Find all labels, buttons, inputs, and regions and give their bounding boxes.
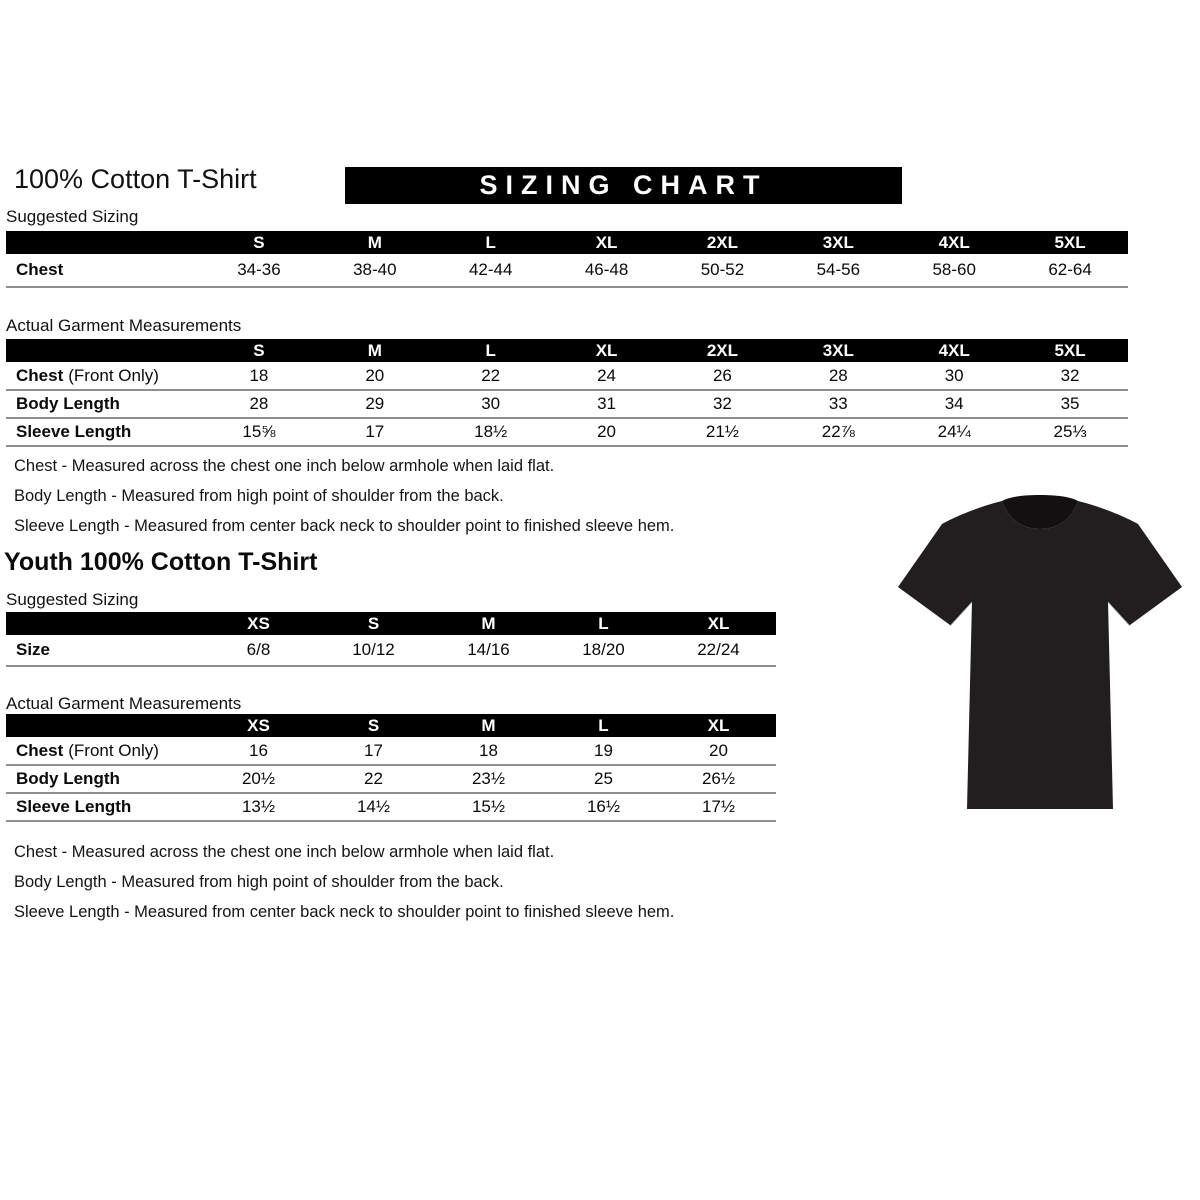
black-tshirt-graphic (890, 477, 1190, 817)
measurement-note: Chest - Measured across the chest one inch below armhole when laid flat. (14, 457, 555, 475)
row-label: Chest (6, 254, 201, 287)
measurement-note: Body Length - Measured from high point of shoulder from the back. (14, 487, 504, 505)
table-cell: 6/8 (201, 635, 316, 666)
table-cell: 24¼ (896, 418, 1012, 446)
adult-actual-measurements-table (6, 339, 1128, 447)
table-cell: 25 (546, 765, 661, 793)
table-header-row (6, 231, 1128, 254)
table-cell: 26 (665, 362, 781, 390)
column-header: 4XL (896, 339, 1012, 362)
column-header: S (201, 339, 317, 362)
table-cell: 20 (661, 737, 776, 765)
column-header: XS (201, 714, 316, 737)
adult-suggested-sizing-table (6, 231, 1128, 288)
row-label: Body Length (6, 765, 201, 793)
measurement-note: Sleeve Length - Measured from center back neck to shoulder point to finished sleeve hem. (14, 903, 675, 921)
table-cell: 17 (316, 737, 431, 765)
table-cell: 15½ (431, 793, 546, 821)
table-cell: 50-52 (665, 254, 781, 287)
tshirt-collar (1002, 495, 1078, 529)
table-cell: 20 (549, 418, 665, 446)
table-cell: 13½ (201, 793, 316, 821)
adult-actual-measurements-label: Actual Garment Measurements (6, 316, 242, 335)
column-header: 4XL (896, 231, 1012, 254)
sizing-chart-banner (345, 167, 902, 204)
table-cell: 35 (1012, 390, 1128, 418)
table-cell: 19 (546, 737, 661, 765)
row-label: Sleeve Length (6, 793, 201, 821)
table-cell: 28 (780, 362, 896, 390)
table-cell: 32 (665, 390, 781, 418)
column-header: M (317, 231, 433, 254)
youth-actual-measurements-label: Actual Garment Measurements (6, 694, 242, 713)
row-label: Chest (Front Only) (6, 737, 201, 765)
column-header: S (316, 612, 431, 635)
table-cell: 18½ (433, 418, 549, 446)
youth-suggested-sizing-table (6, 612, 776, 667)
column-header: XL (661, 612, 776, 635)
table-header-row (6, 714, 776, 737)
tshirt-body (898, 501, 1182, 809)
table-cell: 17 (317, 418, 433, 446)
table-cell: 18/20 (546, 635, 661, 666)
table-cell: 30 (896, 362, 1012, 390)
measurement-note: Sleeve Length - Measured from center back neck to shoulder point to finished sleeve hem. (14, 517, 675, 535)
table-cell: 34-36 (201, 254, 317, 287)
table-cell: 20½ (201, 765, 316, 793)
column-header: 3XL (780, 231, 896, 254)
tshirt-sleeve-seam-right (1108, 601, 1130, 625)
table-cell: 30 (433, 390, 549, 418)
table-cell: 10/12 (316, 635, 431, 666)
table-cell: 22/24 (661, 635, 776, 666)
adult-suggested-sizing-label: Suggested Sizing (6, 207, 139, 226)
table-corner-cell (6, 714, 201, 737)
table-cell: 54-56 (780, 254, 896, 287)
table-cell: 31 (549, 390, 665, 418)
table-row (6, 390, 1128, 418)
table-cell: 42-44 (433, 254, 549, 287)
column-header: 5XL (1012, 339, 1128, 362)
row-label: Sleeve Length (6, 418, 201, 446)
table-header-row (6, 339, 1128, 362)
table-cell: 34 (896, 390, 1012, 418)
youth-measurement-notes (14, 841, 674, 931)
table-cell: 22 (316, 765, 431, 793)
column-header: S (316, 714, 431, 737)
table-cell: 32 (1012, 362, 1128, 390)
column-header: 5XL (1012, 231, 1128, 254)
table-row (6, 635, 776, 666)
tshirt-sleeve-seam-left (950, 601, 972, 625)
table-cell: 20 (317, 362, 433, 390)
table-cell: 62-64 (1012, 254, 1128, 287)
measurement-note: Body Length - Measured from high point of shoulder from the back. (14, 873, 504, 891)
table-row (6, 737, 776, 765)
column-header: L (546, 714, 661, 737)
table-row (6, 254, 1128, 287)
adult-measurement-notes (14, 455, 674, 545)
measurement-note: Chest - Measured across the chest one inch below armhole when laid flat. (14, 843, 555, 861)
row-label: Body Length (6, 390, 201, 418)
row-label: Size (6, 635, 201, 666)
table-cell: 18 (201, 362, 317, 390)
table-cell: 17½ (661, 793, 776, 821)
column-header: 2XL (665, 339, 781, 362)
table-cell: 24 (549, 362, 665, 390)
table-cell: 22 (433, 362, 549, 390)
row-label: Chest (Front Only) (6, 362, 201, 390)
column-header: 3XL (780, 339, 896, 362)
table-cell: 26½ (661, 765, 776, 793)
youth-suggested-sizing-label: Suggested Sizing (6, 590, 139, 609)
column-header: XL (661, 714, 776, 737)
table-cell: 23½ (431, 765, 546, 793)
column-header: 2XL (665, 231, 781, 254)
table-cell: 14½ (316, 793, 431, 821)
column-header: M (317, 339, 433, 362)
table-corner-cell (6, 339, 201, 362)
table-cell: 33 (780, 390, 896, 418)
table-cell: 58-60 (896, 254, 1012, 287)
table-cell: 18 (431, 737, 546, 765)
column-header: L (433, 231, 549, 254)
table-row (6, 793, 776, 821)
table-row (6, 765, 776, 793)
table-cell: 21½ (665, 418, 781, 446)
table-cell: 14/16 (431, 635, 546, 666)
column-header: XL (549, 339, 665, 362)
youth-actual-measurements-table (6, 714, 776, 822)
table-cell: 16 (201, 737, 316, 765)
column-header: M (431, 714, 546, 737)
table-cell: 38-40 (317, 254, 433, 287)
table-row (6, 418, 1128, 446)
table-cell: 29 (317, 390, 433, 418)
table-cell: 25⅓ (1012, 418, 1128, 446)
youth-title: Youth 100% Cotton T-Shirt (4, 548, 318, 576)
table-corner-cell (6, 612, 201, 635)
table-header-row (6, 612, 776, 635)
sizing-chart-banner-label: SIZING CHART (479, 170, 768, 200)
table-cell: 15⅝ (201, 418, 317, 446)
column-header: L (433, 339, 549, 362)
column-header: M (431, 612, 546, 635)
table-row (6, 362, 1128, 390)
column-header: L (546, 612, 661, 635)
column-header: XL (549, 231, 665, 254)
table-corner-cell (6, 231, 201, 254)
column-header: S (201, 231, 317, 254)
table-cell: 22⅞ (780, 418, 896, 446)
table-cell: 28 (201, 390, 317, 418)
column-header: XS (201, 612, 316, 635)
page-title: 100% Cotton T-Shirt (14, 164, 257, 194)
tshirt-image (890, 477, 1190, 817)
table-cell: 46-48 (549, 254, 665, 287)
table-cell: 16½ (546, 793, 661, 821)
